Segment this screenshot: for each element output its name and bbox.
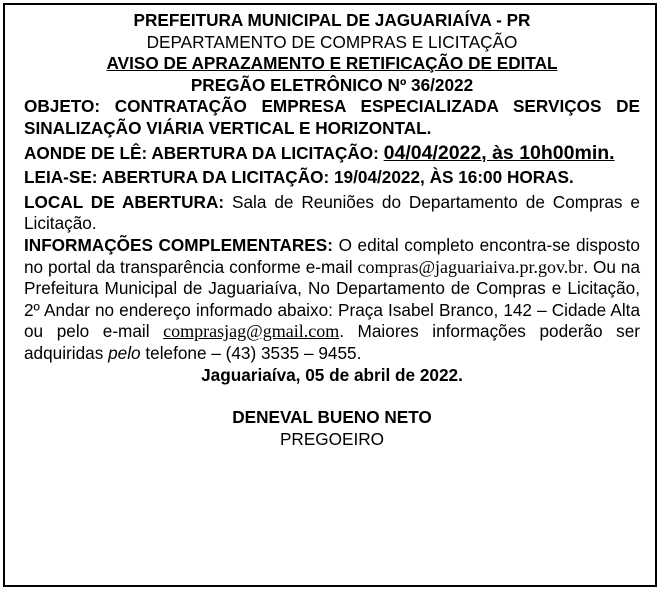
info-text-3: . Maiores informações poderão ser adquiridas <box>24 321 641 363</box>
leia-se-label: LEIA-SE: <box>24 167 98 188</box>
local-paragraph <box>24 192 640 235</box>
email-link-comprasjag[interactable]: comprasjag@gmail.com <box>163 321 340 342</box>
onde-le-paragraph <box>24 143 640 165</box>
date-line: Jaguariaíva, 05 de abril de 2022. <box>201 364 463 385</box>
signer-name: DENEVAL BUENO NETO <box>232 407 432 428</box>
info-text-2: . Ou na Prefeitura Municipal de Jaguariaíva, No Departamento de Compras e Licitação, 2º Andar no endereço informado abaixo: Praça Isabel Branco, 142 – Cidade Alta ou pelo e-mail <box>24 256 641 342</box>
email-link-prefeitura[interactable]: compras@jaguariaiva.pr.gov.br <box>357 256 584 277</box>
local-text: Sala de Reuniões do Departamento de Compras e Licitação. <box>24 191 640 234</box>
info-label: INFORMAÇÕES COMPLEMENTARES: <box>24 234 333 255</box>
department-name: DEPARTAMENTO DE COMPRAS E LICITAÇÃO <box>146 31 518 52</box>
signer-role: PREGOEIRO <box>279 428 385 449</box>
local-label: LOCAL DE ABERTURA: <box>24 191 225 212</box>
onde-le-label: AONDE DE LÊ: ABERTURA DA LICITAÇÃO: <box>24 142 379 163</box>
organization-title: PREFEITURA MUNICIPAL DE JAGUARIAÍVA - PR <box>133 10 531 30</box>
objeto-text: CONTRATAÇÃO EMPRESA ESPECIALIZADA SERVIÇOS DE SINALIZAÇÃO VIÁRIA VERTICAL E HORIZONTAL. <box>24 96 640 138</box>
objeto-label: OBJETO: <box>24 96 101 117</box>
notice-document <box>24 10 640 450</box>
info-paragraph <box>24 235 640 365</box>
objeto-paragraph <box>24 96 640 139</box>
leia-se-paragraph <box>24 167 640 189</box>
notice-title: AVISO DE APRAZAMENTO E RETIFICAÇÃO DE EDITAL <box>106 53 558 74</box>
leia-se-text: ABERTURA DA LICITAÇÃO: 19/04/2022, ÀS 16:00 HORAS. <box>101 167 574 188</box>
info-pelo: pelo <box>108 342 141 363</box>
info-text-4: telefone – (43) 3535 – 9455. <box>145 342 362 363</box>
process-number: PREGÃO ELETRÔNICO Nº 36/2022 <box>190 74 474 95</box>
info-text-1: O edital completo encontra-se disposto no portal da transparência conforme e-mail <box>24 234 640 277</box>
onde-le-date: 04/04/2022, às 10h00min. <box>383 141 615 164</box>
